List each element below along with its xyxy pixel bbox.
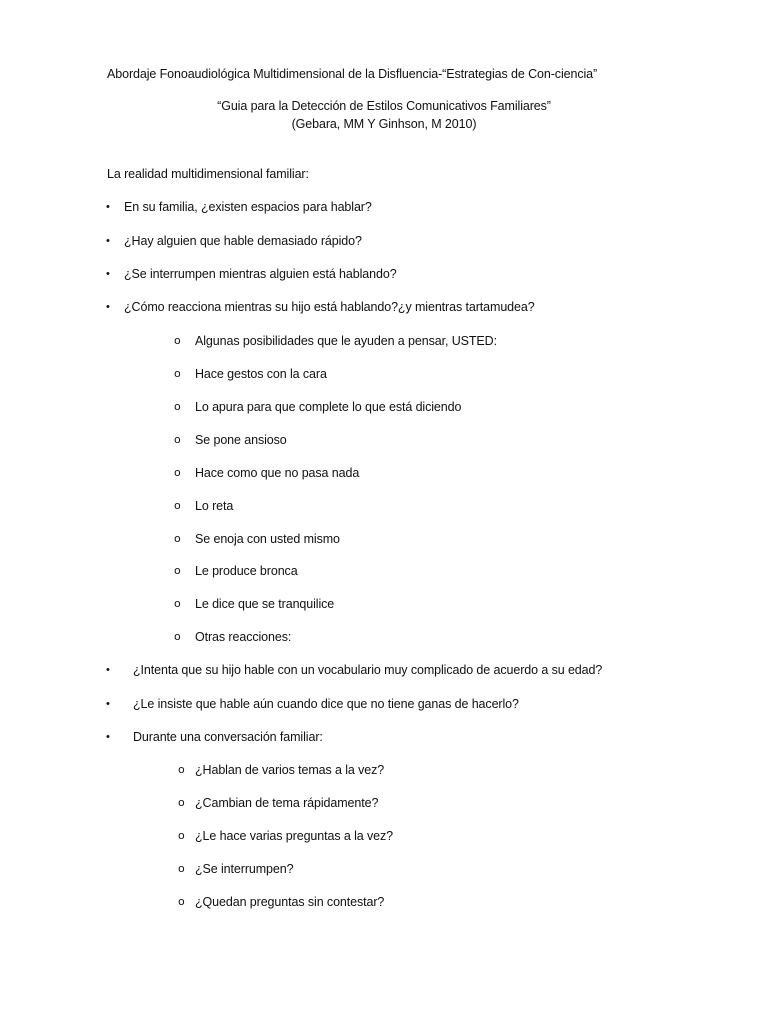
- sub-list-item-text: Lo apura para que complete lo que está diciendo: [195, 400, 462, 414]
- circle-bullet-icon: o: [174, 564, 181, 577]
- circle-bullet-icon: o: [174, 532, 181, 545]
- bullet-icon: •: [106, 235, 110, 247]
- sub-list-item-text: Hace como que no pasa nada: [195, 466, 360, 480]
- sub-list-item-text: Le produce bronca: [195, 564, 298, 578]
- bullet-icon: •: [106, 201, 110, 213]
- circle-bullet-icon: o: [174, 400, 181, 413]
- section-heading: La realidad multidimensional familiar:: [107, 167, 309, 181]
- circle-bullet-icon: o: [178, 763, 185, 776]
- circle-bullet-icon: o: [178, 829, 185, 842]
- sub-list-item-text: ¿Quedan preguntas sin contestar?: [195, 895, 385, 909]
- sub-list-item-text: Lo reta: [195, 499, 234, 513]
- sub-list-item-text: ¿Hablan de varios temas a la vez?: [195, 763, 385, 777]
- list-item-text: ¿Intenta que su hijo hable con un vocabulario muy complicado de acuerdo a su edad?: [133, 663, 603, 677]
- document-citation: (Gebara, MM Y Ginhson, M 2010): [291, 117, 477, 131]
- circle-bullet-icon: o: [174, 597, 181, 610]
- bullet-icon: •: [106, 664, 110, 676]
- circle-bullet-icon: o: [174, 367, 181, 380]
- list-item-text: ¿Se interrumpen mientras alguien está hablando?: [124, 267, 397, 281]
- list-item-text: ¿Hay alguien que hable demasiado rápido?: [124, 234, 362, 248]
- sub-list-item-text: ¿Le hace varias preguntas a la vez?: [195, 829, 394, 843]
- list-item-text: Durante una conversación familiar:: [133, 730, 323, 744]
- bullet-icon: •: [106, 731, 110, 743]
- sub-list-item-text: Se enoja con usted mismo: [195, 532, 340, 546]
- list-item-text: ¿Cómo reacciona mientras su hijo está hablando?¿y mientras tartamudea?: [124, 300, 535, 314]
- sub-list-item-text: Se pone ansioso: [195, 433, 287, 447]
- sub-list-item-text: ¿Se interrumpen?: [195, 862, 294, 876]
- document-subtitle: “Guia para la Detección de Estilos Comunicativos Familiares”: [217, 99, 551, 113]
- document-title: Abordaje Fonoaudiológica Multidimensional de la Disfluencia-“Estrategias de Con-ciencia”: [107, 67, 598, 81]
- sub-list-item-text: Algunas posibilidades que le ayuden a pensar, USTED:: [195, 334, 497, 348]
- bullet-icon: •: [106, 698, 110, 710]
- bullet-icon: •: [106, 301, 110, 313]
- circle-bullet-icon: o: [174, 630, 181, 643]
- circle-bullet-icon: o: [178, 862, 185, 875]
- list-item-text: ¿Le insiste que hable aún cuando dice que no tiene ganas de hacerlo?: [133, 697, 519, 711]
- circle-bullet-icon: o: [178, 796, 185, 809]
- circle-bullet-icon: o: [174, 433, 181, 446]
- sub-list-item-text: Otras reacciones:: [195, 630, 292, 644]
- sub-list-item-text: Hace gestos con la cara: [195, 367, 327, 381]
- list-item-text: En su familia, ¿existen espacios para hablar?: [124, 200, 372, 214]
- circle-bullet-icon: o: [174, 334, 181, 347]
- circle-bullet-icon: o: [178, 895, 185, 908]
- bullet-icon: •: [106, 268, 110, 280]
- sub-list-item-text: ¿Cambian de tema rápidamente?: [195, 796, 379, 810]
- circle-bullet-icon: o: [174, 499, 181, 512]
- sub-list-item-text: Le dice que se tranquilice: [195, 597, 335, 611]
- circle-bullet-icon: o: [174, 466, 181, 479]
